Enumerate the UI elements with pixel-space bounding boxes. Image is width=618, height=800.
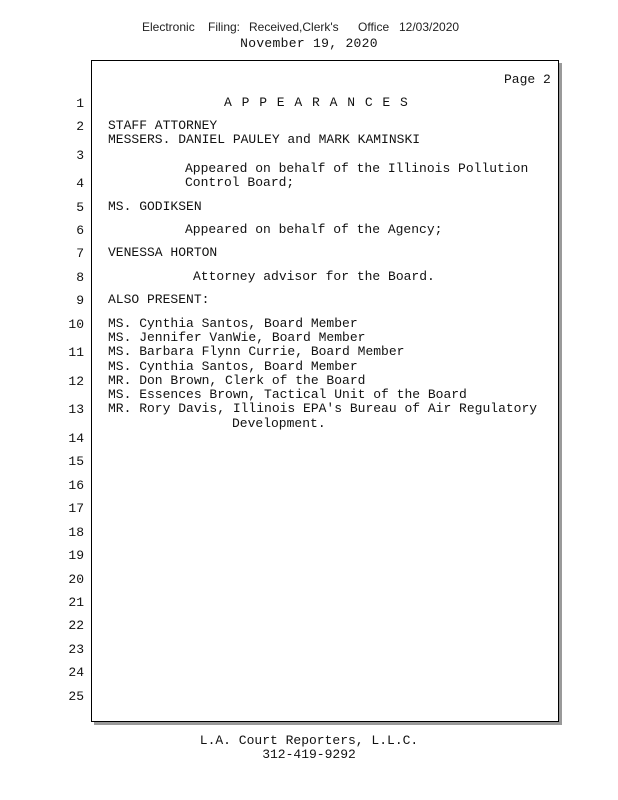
line-number: 8 <box>76 270 84 285</box>
line-number: 21 <box>68 595 84 610</box>
line-number: 4 <box>76 176 84 191</box>
line-number: 14 <box>68 431 84 446</box>
line-number: 23 <box>68 642 84 657</box>
filing-date: 12/03/2020 <box>399 20 460 34</box>
line-number: 17 <box>68 501 84 516</box>
board-behalf-line: Appeared on behalf of the Illinois Pollution <box>185 161 529 176</box>
line-number: 20 <box>68 572 84 587</box>
page-number: Page 2 <box>504 72 551 87</box>
messers-line: MESSERS. DANIEL PAULEY and MARK KAMINSKI <box>108 132 421 147</box>
line-number: 11 <box>68 345 84 360</box>
line-number: 10 <box>68 317 84 332</box>
present-list-item: MS. Jennifer VanWie, Board Member <box>108 330 366 345</box>
line-number: 18 <box>68 525 84 540</box>
line-number: 1 <box>76 96 84 111</box>
present-list-item: MR. Don Brown, Clerk of the Board <box>108 373 366 388</box>
staff-attorney-line: STAFF ATTORNEY <box>108 118 218 133</box>
filing-electronic: Electronic <box>142 20 195 34</box>
line-number: 3 <box>76 148 84 163</box>
present-list-item: MR. Rory Davis, Illinois EPA's Bureau of Air Regulatory <box>108 401 538 416</box>
also-present-label: ALSO PRESENT: <box>108 292 210 307</box>
appearances-title: A P P E A R A N C E S <box>224 95 409 110</box>
line-number: 16 <box>68 478 84 493</box>
footer-company: L.A. Court Reporters, L.L.C. <box>199 733 419 748</box>
line-number: 19 <box>68 548 84 563</box>
filing-label: Filing: <box>208 20 241 34</box>
present-list-item: MS. Cynthia Santos, Board Member <box>108 359 358 374</box>
line-number: 5 <box>76 200 84 215</box>
filing-office: Office <box>358 20 390 34</box>
line-number: 12 <box>68 374 84 389</box>
hearing-date: November 19, 2020 <box>240 36 378 51</box>
line-number: 9 <box>76 293 84 308</box>
agency-behalf-line: Appeared on behalf of the Agency; <box>185 222 443 237</box>
board-behalf-continued: Control Board; <box>185 175 295 190</box>
line-number: 7 <box>76 246 84 261</box>
line-number: 25 <box>68 689 84 704</box>
present-list-item: MS. Cynthia Santos, Board Member <box>108 316 358 331</box>
present-list-item: MS. Barbara Flynn Currie, Board Member <box>108 344 405 359</box>
filing-stamp <box>0 20 618 36</box>
line-number: 2 <box>76 119 84 134</box>
present-list-item: MS. Essences Brown, Tactical Unit of the Board <box>108 387 467 402</box>
attorney-advisor-line: Attorney advisor for the Board. <box>193 269 435 284</box>
line-number: 24 <box>68 665 84 680</box>
horton-line: VENESSA HORTON <box>108 245 218 260</box>
footer-phone: 312-419-9292 <box>262 747 356 762</box>
line-number: 13 <box>68 402 84 417</box>
development-line: Development. <box>232 416 326 431</box>
filing-received: Received,Clerk's <box>249 20 339 34</box>
godiksen-line: MS. GODIKSEN <box>108 199 202 214</box>
line-number: 15 <box>68 454 84 469</box>
line-number: 6 <box>76 223 84 238</box>
line-number: 22 <box>68 618 84 633</box>
